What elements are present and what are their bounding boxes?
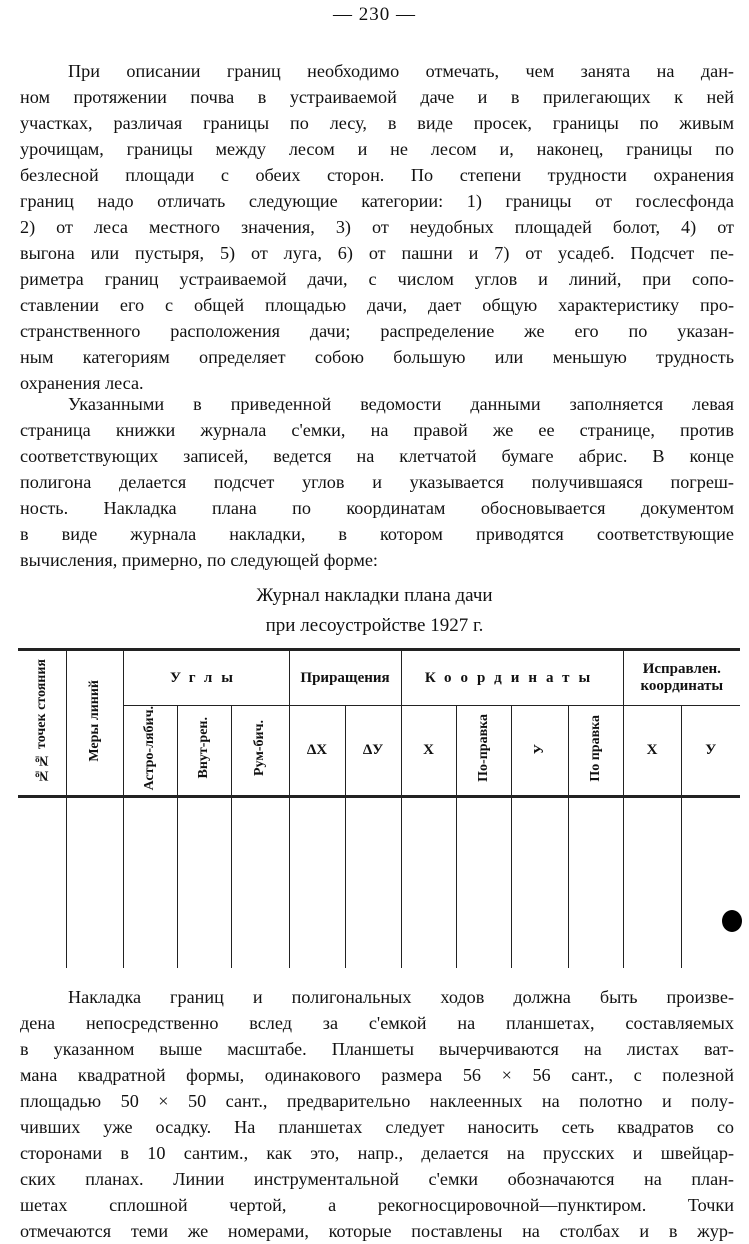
header-dy: ΔУ xyxy=(345,706,401,797)
text-line: 2) от леса местного значения, 3) от неудобных площадей болот, 4) от xyxy=(20,217,734,237)
text-line: площадью 50 × 50 сант., предварительно наклеенных на полотно и полу- xyxy=(20,1091,734,1111)
header-corrected-coordinates: Исправлен. координаты xyxy=(623,650,740,706)
text-line: безлесной площади с обеих сторон. По степени трудности охранения xyxy=(20,165,734,185)
text-line: в виде журнала накладки, в котором приводятся соответствующие xyxy=(20,524,734,544)
text-line: охранения леса. xyxy=(20,373,144,393)
table-cell xyxy=(123,797,177,968)
ink-blot xyxy=(722,910,742,932)
header-astro: Астро-лябич. xyxy=(123,706,177,797)
page-number: — 230 — xyxy=(333,4,416,25)
text-line: участках, различая границы по лесу, в виде просек, границы по живым xyxy=(20,113,734,133)
table-caption-title: Журнал накладки плана дачи xyxy=(256,585,493,606)
text-line: в указанном выше масштабе. Планшеты вычерчиваются на листах ват- xyxy=(20,1039,734,1059)
text-line: страница книжки журнала с'емки, на правой же ее странице, против xyxy=(20,420,734,440)
header-y: У xyxy=(511,706,568,797)
header-increments: Приращения xyxy=(289,650,401,706)
text-line: вычисления, примерно, по следующей форме: xyxy=(20,550,378,570)
header-x: Х xyxy=(401,706,456,797)
table-cell xyxy=(681,797,740,968)
paragraph-plotting xyxy=(20,984,734,1244)
journal-table xyxy=(18,648,740,968)
text-line: соответствующих записей, ведется на клетчатой бумаге абрис. В конце xyxy=(20,446,734,466)
text-line: отмечаются теми же номерами, которые поставлены на столбах и в жур- xyxy=(20,1221,734,1241)
table-cell xyxy=(456,797,511,968)
header-inner: Внут-рен. xyxy=(177,706,231,797)
text-line: Накладка границ и полигональных ходов должна быть произве- xyxy=(68,987,734,1007)
table-cell xyxy=(177,797,231,968)
text-line: ным категориям определяет собою большую или меньшую трудность xyxy=(20,347,734,367)
text-line: При описании границ необходимо отмечать, чем занята на дан- xyxy=(68,61,734,81)
text-line: шетах сплошной чертой, а рекогносцировочной—пунктиром. Точки xyxy=(20,1195,734,1215)
table-cell xyxy=(345,797,401,968)
text-line: дена непосредственно вслед за с'емкой на планшетах, составляемых xyxy=(20,1013,734,1033)
header-stations: №№ точек стояния xyxy=(18,650,66,797)
table-cell xyxy=(401,797,456,968)
header-x-correction: По-правка xyxy=(456,706,511,797)
text-line: чивших уже осадку. На планшетах следует наносить сеть квадратов со xyxy=(20,1117,734,1137)
text-line: ность. Накладка плана по координатам обосновывается документом xyxy=(20,498,734,518)
text-line: сторонами в 10 сантим., как это, напр., делается на прусских и швейцар- xyxy=(20,1143,734,1163)
table-cell xyxy=(511,797,568,968)
text-line: мана квадратной формы, одинакового размера 56 × 56 сант., с полезной xyxy=(20,1065,734,1085)
header-y-correction: По правка xyxy=(568,706,623,797)
table-cell xyxy=(66,797,123,968)
text-line: ских планах. Линии инструментальной с'емки обозначаются на план- xyxy=(20,1169,734,1189)
header-coordinates: Координаты xyxy=(401,650,623,706)
header-corrected-y: У xyxy=(681,706,740,797)
text-line: Указанными в приведенной ведомости данными заполняется левая xyxy=(68,394,734,414)
text-line: полигона делается подсчет углов и указывается получившаяся погреш- xyxy=(20,472,734,492)
header-rumb: Рум-бич. xyxy=(231,706,289,797)
text-line: ном протяжении почва в устраиваемой даче и в прилегающих к ней xyxy=(20,87,734,107)
table-cell xyxy=(231,797,289,968)
text-line: ставлении его с общей площадью дачи, дает общую характеристику про- xyxy=(20,295,734,315)
table-row xyxy=(18,797,740,968)
table-cell xyxy=(18,797,66,968)
text-line: странственного расположения дачи; распределение же его по указан- xyxy=(20,321,734,341)
paragraph-boundaries xyxy=(20,58,734,396)
header-dx: ΔХ xyxy=(289,706,345,797)
header-corrected-x: Х xyxy=(623,706,681,797)
table-cell xyxy=(568,797,623,968)
text-line: границ надо отличать следующие категории: 1) границы от гослесфонда xyxy=(20,191,734,211)
header-angles: Углы xyxy=(123,650,289,706)
text-line: риметра границ устраиваемой дачи, с числом углов и линий, при сопо- xyxy=(20,269,734,289)
text-line: выгона или пустыря, 5) от луга, 6) от пашни и 7) от усадеб. Подсчет пе- xyxy=(20,243,734,263)
table-caption-subtitle: при лесоустройстве 1927 г. xyxy=(265,615,484,636)
table-cell xyxy=(289,797,345,968)
text-line: урочищам, границы между лесом и не лесом и, наконец, границы по xyxy=(20,139,734,159)
table-cell xyxy=(623,797,681,968)
header-line-measures: Меры линий xyxy=(66,650,123,797)
paragraph-journal-intro xyxy=(20,391,734,573)
